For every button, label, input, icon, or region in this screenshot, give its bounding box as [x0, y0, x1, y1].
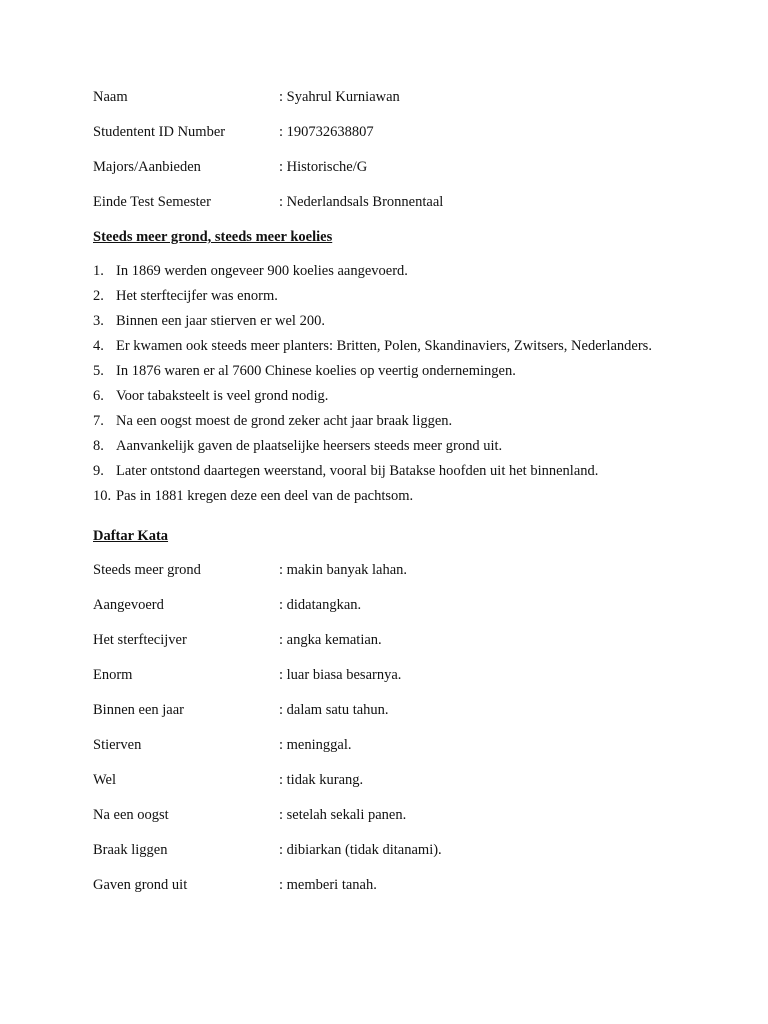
vocabulary-list	[93, 561, 675, 911]
vocab-row	[93, 806, 675, 841]
item-text: Het sterftecijfer was enorm.	[116, 288, 278, 304]
list-item	[93, 309, 675, 334]
vocab-meaning: : dalam satu tahun.	[279, 702, 389, 718]
vocab-meaning: : memberi tanah.	[279, 877, 377, 893]
vocab-meaning: : luar biasa besarnya.	[279, 667, 402, 683]
info-value: : 190732638807	[279, 124, 374, 140]
list-item	[93, 334, 675, 359]
vocab-term: Na een oogst	[93, 807, 169, 823]
list-item	[93, 434, 675, 459]
item-number: 8.	[93, 438, 104, 454]
vocab-row	[93, 631, 675, 666]
vocab-term: Steeds meer grond	[93, 562, 201, 578]
info-label: Studentent ID Number	[93, 124, 226, 140]
item-number: 3.	[93, 313, 104, 329]
list-item	[93, 284, 675, 309]
vocab-meaning: : tidak kurang.	[279, 772, 364, 788]
document-page	[93, 88, 675, 911]
list-item	[93, 484, 675, 509]
vocab-meaning: : makin banyak lahan.	[279, 562, 408, 578]
item-number: 9.	[93, 463, 104, 479]
vocab-term: Gaven grond uit	[93, 877, 188, 893]
section-heading-koelies: Steeds meer grond, steeds meer koelies	[93, 229, 333, 245]
vocab-row	[93, 736, 675, 771]
vocab-term: Wel	[93, 772, 116, 788]
info-row-student-id	[93, 123, 675, 158]
vocab-row	[93, 561, 675, 596]
item-text: Na een oogst moest de grond zeker acht jaar braak liggen.	[116, 413, 453, 429]
section-heading-daftar-kata: Daftar Kata	[93, 528, 169, 544]
vocab-meaning: : meninggal.	[279, 737, 352, 753]
vocab-term: Aangevoerd	[93, 597, 164, 613]
info-value: : Nederlandsals Bronnentaal	[279, 194, 444, 210]
vocab-term: Enorm	[93, 667, 133, 683]
item-text: Er kwamen ook steeds meer planters: Britten, Polen, Skandinaviers, Zwitsers, Nederlanders.	[116, 338, 652, 354]
vocab-row	[93, 841, 675, 876]
info-row-majors	[93, 158, 675, 193]
vocab-term: Binnen een jaar	[93, 702, 184, 718]
list-item	[93, 259, 675, 284]
vocab-row	[93, 701, 675, 736]
vocab-meaning: : angka kematian.	[279, 632, 382, 648]
info-value: : Historische/G	[279, 159, 368, 175]
item-text: In 1869 werden ongeveer 900 koelies aangevoerd.	[116, 263, 408, 279]
item-number: 6.	[93, 388, 104, 404]
item-number: 4.	[93, 338, 104, 354]
vocab-term: Het sterftecijver	[93, 632, 187, 648]
vocab-row	[93, 666, 675, 701]
info-label: Majors/Aanbieden	[93, 159, 201, 175]
item-text: Voor tabaksteelt is veel grond nodig.	[116, 388, 329, 404]
item-number: 5.	[93, 363, 104, 379]
info-label: Naam	[93, 89, 128, 105]
item-number: 7.	[93, 413, 104, 429]
vocab-row	[93, 771, 675, 806]
vocab-row	[93, 876, 675, 911]
student-info	[93, 88, 675, 228]
item-number: 1.	[93, 263, 104, 279]
info-row-name	[93, 88, 675, 123]
item-text: Aanvankelijk gaven de plaatselijke heersers steeds meer grond uit.	[116, 438, 503, 454]
info-value: : Syahrul Kurniawan	[279, 89, 400, 105]
numbered-points-list	[93, 259, 675, 509]
vocab-term: Braak liggen	[93, 842, 168, 858]
vocab-row	[93, 596, 675, 631]
list-item	[93, 359, 675, 384]
list-item	[93, 459, 675, 484]
item-text: Pas in 1881 kregen deze een deel van de pachtsom.	[116, 488, 414, 504]
item-number: 10.	[93, 488, 112, 504]
vocab-term: Stierven	[93, 737, 142, 753]
info-label: Einde Test Semester	[93, 194, 211, 210]
info-row-semester	[93, 193, 675, 228]
vocab-meaning: : setelah sekali panen.	[279, 807, 407, 823]
vocab-meaning: : didatangkan.	[279, 597, 362, 613]
item-text: Later ontstond daartegen weerstand, vooral bij Batakse hoofden uit het binnenland.	[116, 463, 599, 479]
list-item	[93, 409, 675, 434]
vocab-meaning: : dibiarkan (tidak ditanami).	[279, 842, 442, 858]
item-text: In 1876 waren er al 7600 Chinese koelies op veertig ondernemingen.	[116, 363, 516, 379]
item-number: 2.	[93, 288, 104, 304]
item-text: Binnen een jaar stierven er wel 200.	[116, 313, 325, 329]
list-item	[93, 384, 675, 409]
